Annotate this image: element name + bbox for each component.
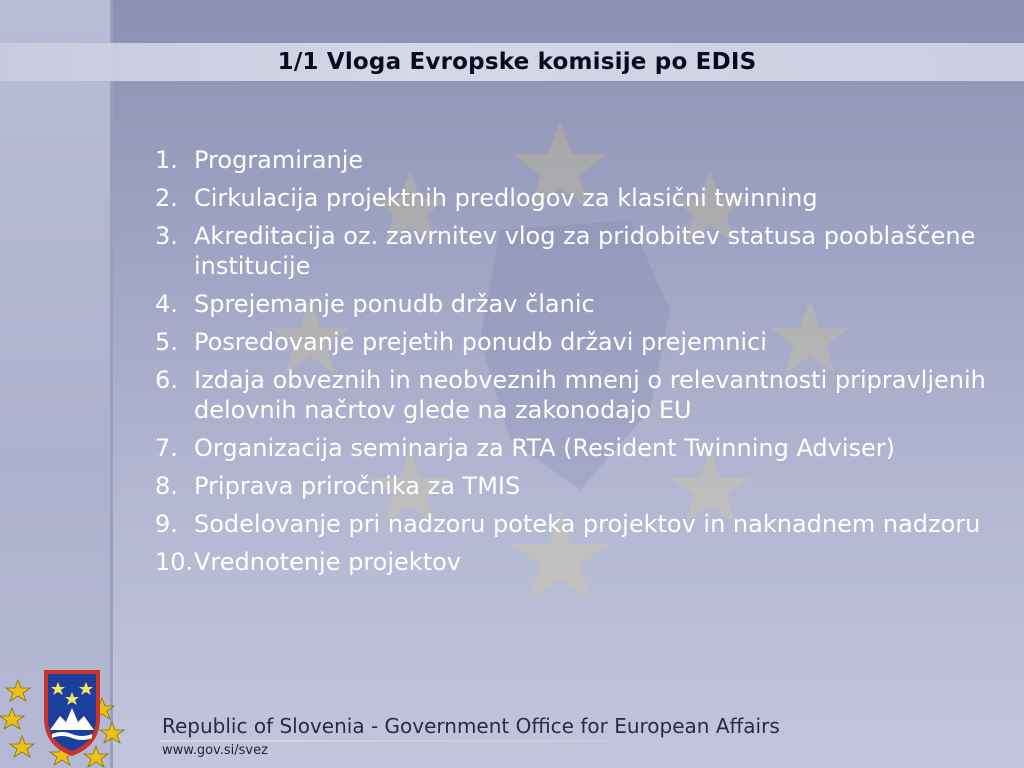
list-item [155,183,995,213]
list-item [155,145,995,175]
list-item-text: Cirkulacija projektnih predlogov za klasični twinning [194,184,818,212]
list-item-number: 2. [155,184,178,212]
footer-divider [160,740,880,742]
list-item [155,433,995,463]
list-item-number: 3. [155,222,178,250]
list-item-number: 8. [155,472,178,500]
left-decorative-stripe [0,0,110,768]
list-item-number: 1. [155,146,178,174]
list-item-number: 5. [155,328,178,356]
numbered-list [155,145,995,585]
list-item-text: Sprejemanje ponudb držav članic [194,290,595,318]
list-item-text: Posredovanje prejetih ponudb državi prejemnici [194,328,767,356]
list-item [155,547,995,577]
list-item-text: Akreditacija oz. zavrnitev vlog za pridobitev statusa pooblaščene institucije [194,222,976,280]
list-item-text: Organizacija seminarja za RTA (Resident Twinning Adviser) [194,434,896,462]
left-stripe-edge [110,0,113,768]
list-item [155,509,995,539]
list-item-text: Vrednotenje projektov [194,548,461,576]
list-item-number: 7. [155,434,178,462]
slovenia-coat-of-arms-icon [0,660,150,768]
list-item [155,221,995,281]
list-item [155,289,995,319]
list-item-number: 10. [155,548,194,576]
list-item-number: 6. [155,366,178,394]
footer-organization: Republic of Slovenia - Government Office for European Affairs [162,714,780,738]
slide-title: 1/1 Vloga Evropske komisije po EDIS [277,49,757,75]
footer-url: www.gov.si/svez [162,743,268,758]
list-item [155,365,995,425]
list-item-text: Izdaja obveznih in neobveznih mnenj o relevantnosti pripravljenih delovnih načrtov glede na zakonodajo EU [194,366,986,424]
list-item-text: Sodelovanje pri nadzoru poteka projektov in naknadnem nadzoru [194,510,981,538]
list-item-text: Programiranje [194,146,364,174]
list-item [155,327,995,357]
list-item [155,471,995,501]
list-item-number: 9. [155,510,178,538]
list-item-number: 4. [155,290,178,318]
list-item-text: Priprava priročnika za TMIS [194,472,521,500]
